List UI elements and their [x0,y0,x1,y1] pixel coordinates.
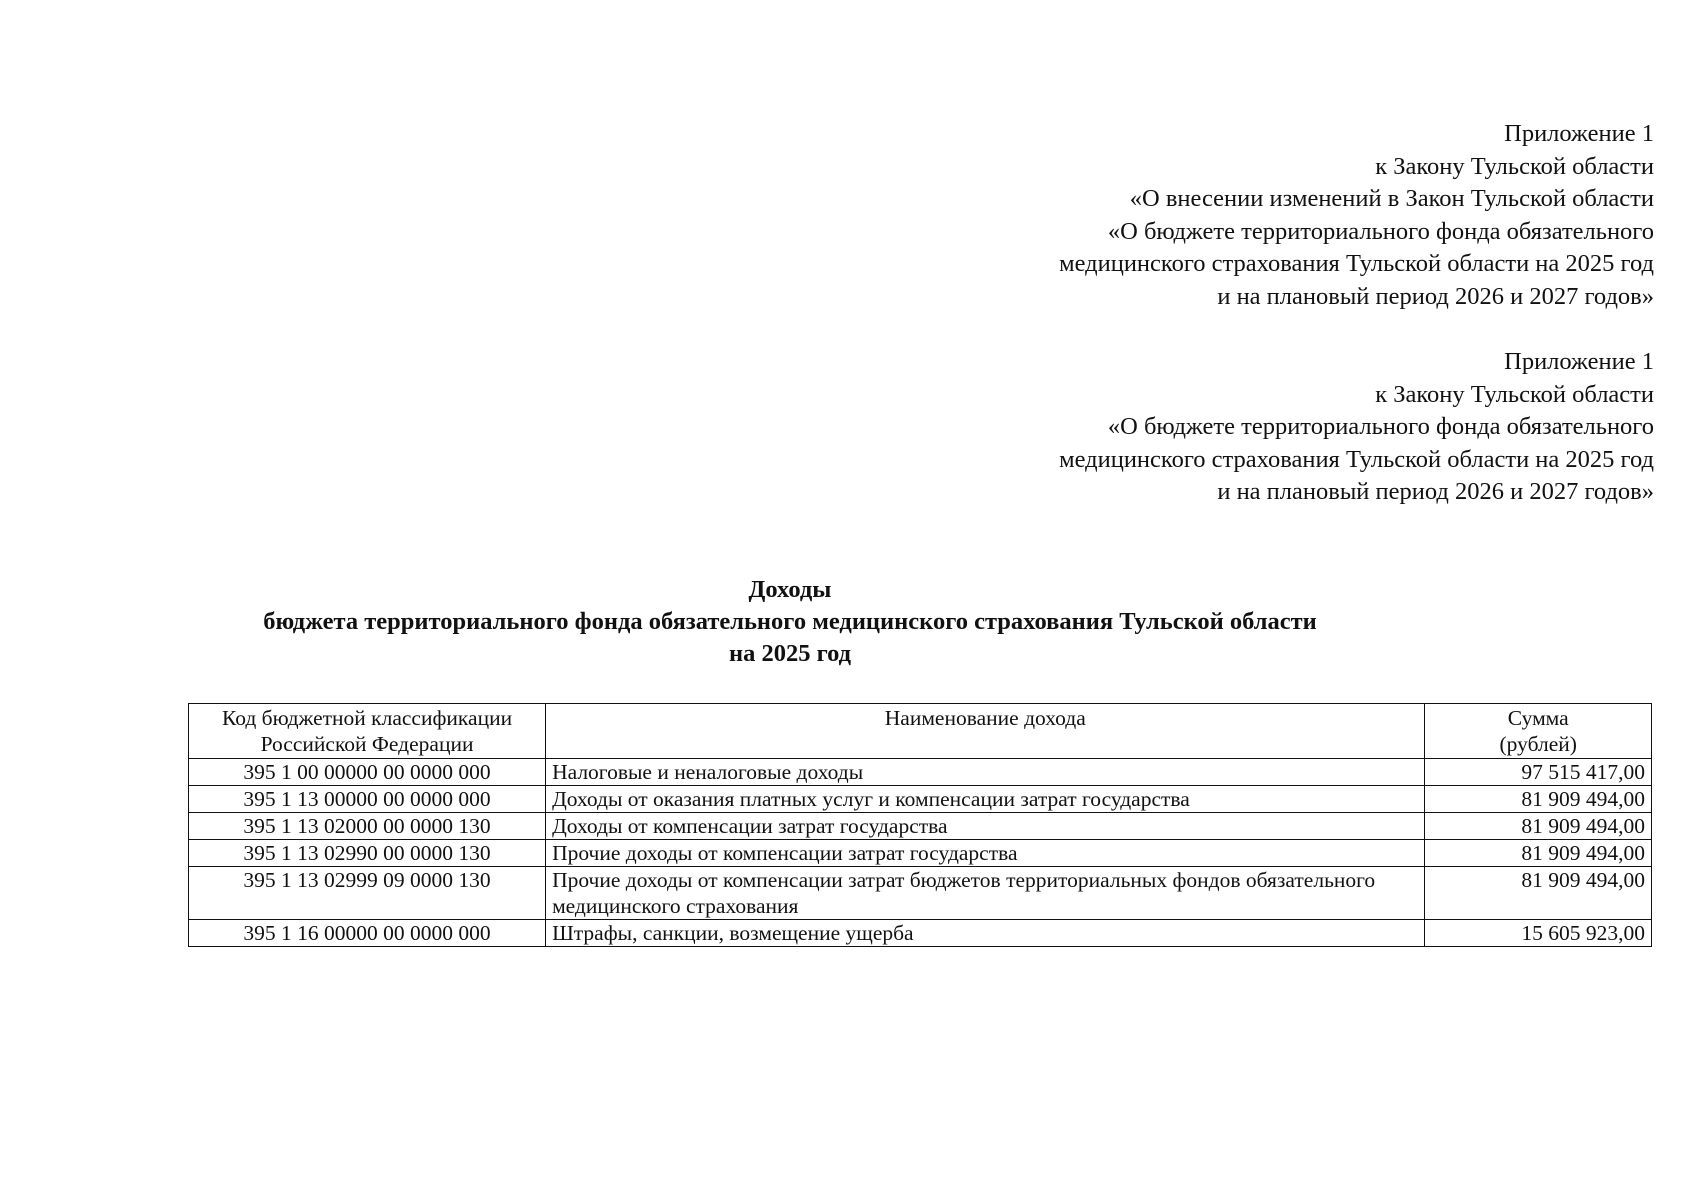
header-sum [1425,704,1652,759]
annex-1-line: медицинского страхования Тульской области на 2025 год [1059,250,1654,277]
annex-2-line: медицинского страхования Тульской области на 2025 год [1059,445,1654,473]
title-line: Доходы [748,576,832,603]
title-line: бюджета территориального фонда обязательного медицинского страхования Тульской области [263,608,1317,635]
row-code: 395 1 16 00000 00 0000 000 [189,920,546,947]
row-name: Штрафы, санкции, возмещение ущерба [546,920,1425,947]
annex-1-header [754,118,1654,313]
document-title [160,574,1420,670]
income-table [188,703,1652,947]
row-sum: 81 909 494,00 [1425,867,1652,920]
header-code [189,704,546,759]
annex-1-line: Приложение 1 [1504,120,1654,147]
row-name: Доходы от компенсации затрат государства [546,813,1425,840]
row-name: Прочие доходы от компенсации затрат бюджетов территориальных фондов обязательного медицинского страхования [546,867,1425,920]
annex-2-line: к Закону Тульской области [1375,380,1654,408]
row-code: 395 1 13 02999 09 0000 130 [189,867,546,920]
header-name [546,704,1425,759]
row-name: Налоговые и неналоговые доходы [546,759,1425,786]
table-header-row [189,704,1652,759]
header-sum-line: (рублей) [1499,732,1577,756]
table-row [189,920,1652,947]
header-code-line: Российской Федерации [260,732,474,756]
annex-1-line: «О бюджете территориального фонда обязательного [1107,217,1654,245]
table-row [189,813,1652,840]
header-name-line: Наименование дохода [884,706,1086,730]
row-sum: 97 515 417,00 [1425,759,1652,786]
row-sum: 81 909 494,00 [1425,786,1652,813]
table-row [189,759,1652,786]
row-sum: 81 909 494,00 [1425,840,1652,867]
annex-2-line: и на плановый период 2026 и 2027 годов» [1217,478,1654,505]
annex-2-line: Приложение 1 [1504,348,1654,375]
header-sum-line: Сумма [1507,706,1569,730]
title-line: на 2025 год [728,640,852,667]
row-sum: 81 909 494,00 [1425,813,1652,840]
table-row [189,867,1652,920]
annex-1-line: и на плановый период 2026 и 2027 годов» [1217,282,1654,310]
row-code: 395 1 13 02990 00 0000 130 [189,840,546,867]
row-code: 395 1 00 00000 00 0000 000 [189,759,546,786]
row-code: 395 1 13 00000 00 0000 000 [189,786,546,813]
row-name: Прочие доходы от компенсации затрат государства [546,840,1425,867]
row-code: 395 1 13 02000 00 0000 130 [189,813,546,840]
table-row [189,840,1652,867]
annex-2-header [754,346,1654,509]
table-row [189,786,1652,813]
row-sum: 15 605 923,00 [1425,920,1652,947]
annex-1-line: к Закону Тульской области [1375,152,1654,180]
row-name: Доходы от оказания платных услуг и компенсации затрат государства [546,786,1425,813]
header-code-line: Код бюджетной классификации [221,706,513,730]
annex-1-line: «О внесении изменений в Закон Тульской области [1129,185,1654,212]
annex-2-line: «О бюджете территориального фонда обязательного [1107,413,1654,440]
